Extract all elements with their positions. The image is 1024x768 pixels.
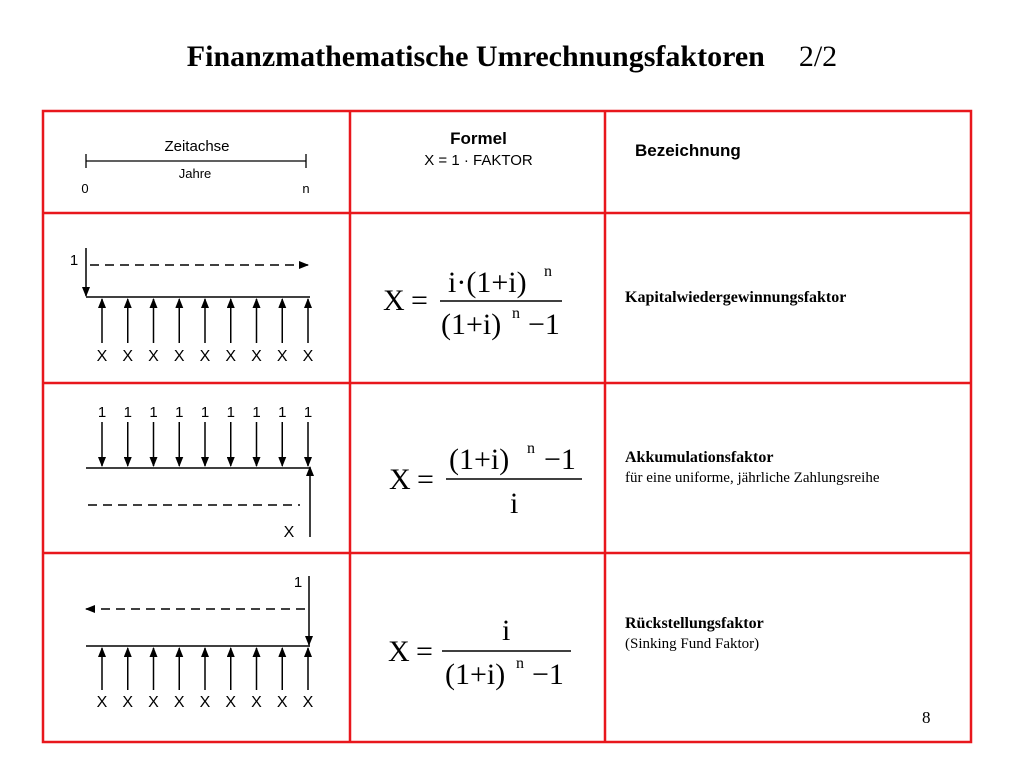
- formula-lhs: X: [389, 463, 411, 496]
- payment-label: X: [302, 694, 314, 711]
- payment-label: X: [225, 348, 237, 365]
- factor-note: (Sinking Fund Faktor): [625, 636, 760, 652]
- single-payment-label: X: [283, 524, 295, 541]
- formula-denominator: i: [510, 487, 519, 520]
- payment-label: 1: [252, 404, 261, 421]
- timeline-start: 0: [81, 181, 89, 196]
- timeline-axis: [81, 138, 309, 196]
- payment-label: 1: [303, 404, 313, 421]
- payment-label: X: [276, 694, 288, 711]
- slide-title-number: 2/2: [798, 40, 838, 73]
- factor-name: Akkumulationsfaktor: [625, 449, 774, 466]
- formula-numerator-exponent: n: [527, 440, 535, 457]
- formula-equals: =: [417, 463, 434, 496]
- formula-column-header: [352, 128, 605, 172]
- payment-label: X: [225, 694, 237, 711]
- table-border: [43, 111, 971, 742]
- payment-label: 1: [97, 404, 107, 421]
- formula-denominator-tail: −1: [528, 308, 560, 341]
- table-grid: [43, 111, 971, 742]
- payment-label: X: [199, 348, 211, 365]
- formula-capital-recovery: [383, 263, 562, 341]
- formula-sinking-fund: [388, 614, 571, 691]
- payment-label: X: [173, 348, 185, 365]
- payment-label: 1: [175, 404, 184, 421]
- formula-heading: Formel: [450, 129, 507, 148]
- formula-lhs: X: [388, 635, 410, 668]
- factor-name: Kapitalwiedergewinnungsfaktor: [625, 289, 847, 306]
- payment-label: 1: [123, 404, 132, 421]
- payment-label: X: [122, 694, 134, 711]
- payment-label: 1: [200, 404, 210, 421]
- formula-lhs: X: [383, 284, 405, 317]
- name-column-header: Bezeichnung: [635, 141, 741, 160]
- formula-denominator-exponent: n: [512, 305, 520, 322]
- formula-denominator-exponent: n: [516, 655, 524, 672]
- formula-numerator-tail: −1: [544, 443, 576, 476]
- cashflow-diagram-accumulation: [86, 404, 312, 541]
- factor-description-capital-recovery: [625, 288, 846, 308]
- payment-label: X: [96, 348, 108, 365]
- payment-label: 1: [149, 404, 158, 421]
- formula-accumulation: [389, 440, 582, 520]
- payment-label: 1: [226, 404, 235, 421]
- timeline-label: Zeitachse: [164, 138, 230, 155]
- payment-label: X: [122, 348, 134, 365]
- payment-series-arrows: [97, 299, 314, 365]
- payment-label: X: [251, 694, 262, 711]
- formula-equals: =: [411, 284, 428, 317]
- payment-label: X: [251, 348, 262, 365]
- formula-numerator: i·(1+i): [448, 266, 527, 299]
- timeline-end: n: [302, 181, 310, 196]
- single-payment-label: 1: [293, 574, 303, 591]
- factor-description-accumulation: [625, 448, 879, 488]
- formula-denominator: (1+i): [441, 308, 502, 341]
- page-number: 8: [922, 708, 931, 727]
- slide-title-text: Finanzmathematische Umrechnungsfaktoren: [186, 40, 765, 73]
- single-payment-label: 1: [69, 252, 79, 269]
- factor-name: Rückstellungsfaktor: [625, 615, 764, 632]
- payment-series-arrows: [97, 648, 314, 711]
- factor-description-sinking-fund: [625, 614, 764, 654]
- formula-denominator: (1+i): [445, 658, 506, 691]
- payment-label: X: [148, 348, 159, 365]
- formula-numerator-exponent: n: [544, 263, 552, 280]
- formula-equals: =: [416, 635, 433, 668]
- payment-label: X: [276, 348, 288, 365]
- timeline-unit: Jahre: [178, 166, 212, 181]
- formula-denominator-tail: −1: [532, 658, 564, 691]
- factor-note: für eine uniforme, jährliche Zahlungsreihe: [625, 470, 880, 486]
- formula-numerator: (1+i): [449, 443, 510, 476]
- payment-label: X: [173, 694, 185, 711]
- formula-subheading: X = 1 · FAKTOR: [424, 152, 533, 169]
- payment-label: X: [96, 694, 108, 711]
- formula-numerator: i: [502, 614, 511, 647]
- payment-label: X: [302, 348, 314, 365]
- payment-label: X: [199, 694, 211, 711]
- cashflow-diagram-sinking-fund: [86, 574, 314, 711]
- cashflow-diagram-capital-recovery: [70, 248, 314, 365]
- payment-label: X: [148, 694, 159, 711]
- payment-series-arrows: [98, 404, 312, 466]
- payment-label: 1: [278, 404, 287, 421]
